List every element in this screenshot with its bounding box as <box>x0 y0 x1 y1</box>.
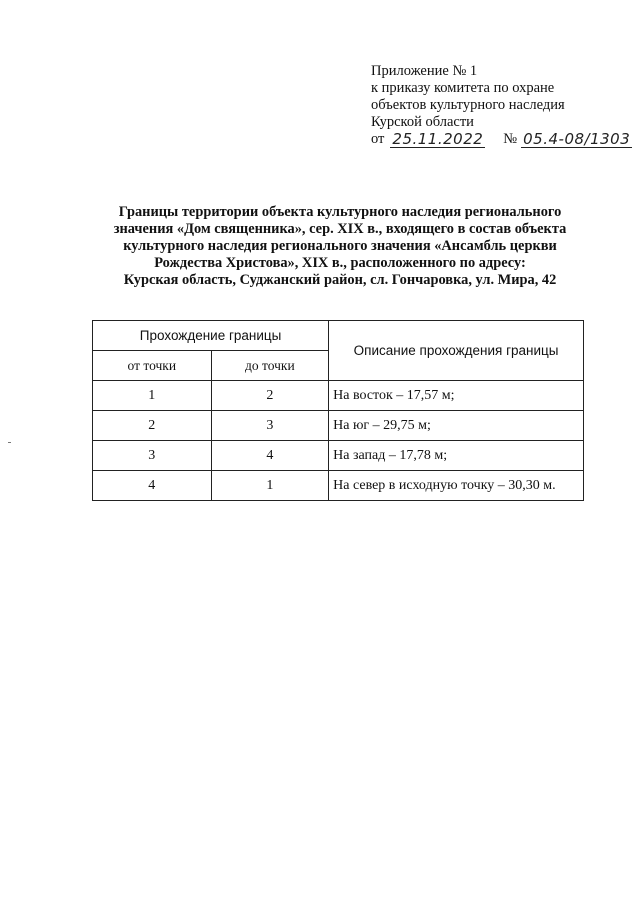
cell-description: На север в исходную точку – 30,30 м. <box>329 471 584 501</box>
document-title <box>80 204 600 289</box>
header-boundary-passage: Прохождение границы <box>93 321 329 351</box>
boundary-table <box>92 320 584 501</box>
number-label: № <box>503 131 518 147</box>
table-row <box>93 381 584 411</box>
cell-description: На восток – 17,57 м; <box>329 381 584 411</box>
handwritten-number: 05.4-08/1303 <box>523 130 631 148</box>
title-line-1: Границы территории объекта культурного наследия регионального <box>118 204 562 220</box>
table-row <box>93 471 584 501</box>
table-row <box>93 411 584 441</box>
appendix-committee-line: объектов культурного наследия <box>371 97 565 113</box>
title-line-3: культурного наследия регионального значения «Ансамбль церкви <box>123 238 557 254</box>
cell-to: 3 <box>211 411 329 441</box>
table-row <box>93 441 584 471</box>
cell-description: На запад – 17,78 м; <box>329 441 584 471</box>
handwritten-date: 25.11.2022 <box>392 130 484 148</box>
header-to-point: до точки <box>211 351 329 381</box>
appendix-order-line: к приказу комитета по охране <box>371 80 555 96</box>
appendix-block <box>371 63 631 148</box>
scan-margin-mark <box>8 442 11 443</box>
cell-to: 4 <box>211 441 329 471</box>
table-header-row <box>93 321 584 351</box>
header-from-point: от точки <box>93 351 212 381</box>
appendix-region-line: Курской области <box>371 114 474 130</box>
cell-from: 2 <box>93 411 212 441</box>
title-line-2: значения «Дом священника», сер. XIX в., входящего в состав объекта <box>113 221 567 237</box>
cell-to: 2 <box>211 381 329 411</box>
from-label: от <box>371 131 385 147</box>
title-line-5: Курская область, Суджанский район, сл. Гончаровка, ул. Мира, 42 <box>123 272 557 288</box>
appendix-title: Приложение № 1 <box>371 63 478 79</box>
cell-from: 1 <box>93 381 212 411</box>
appendix-date-number-line <box>371 130 631 148</box>
cell-description: На юг – 29,75 м; <box>329 411 584 441</box>
header-description: Описание прохождения границы <box>329 321 584 381</box>
title-line-4: Рождества Христова», XIX в., расположенного по адресу: <box>154 255 526 271</box>
cell-from: 3 <box>93 441 212 471</box>
cell-from: 4 <box>93 471 212 501</box>
cell-to: 1 <box>211 471 329 501</box>
